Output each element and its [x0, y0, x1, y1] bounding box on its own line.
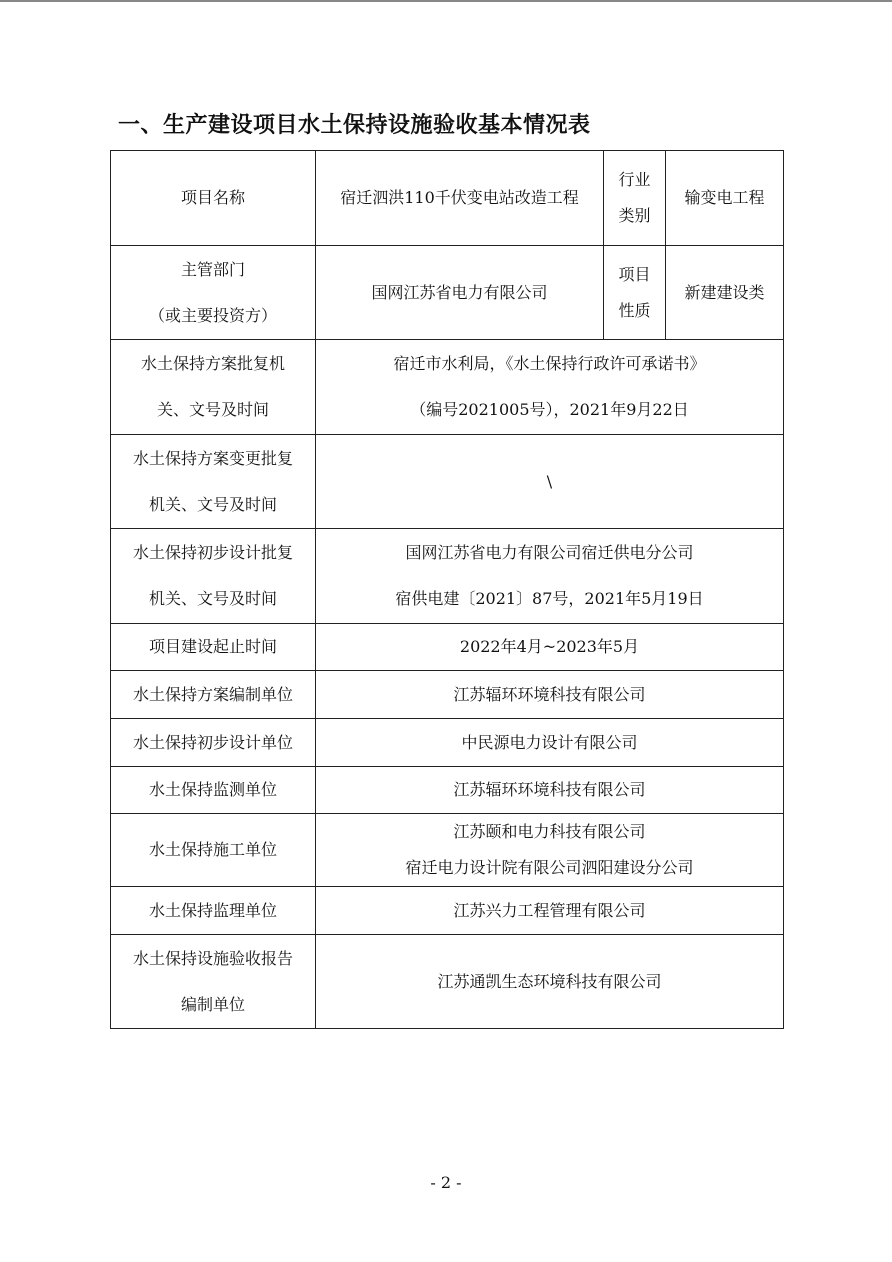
plan-change-label: 水土保持方案变更批复 机关、文号及时间	[111, 435, 316, 529]
supervisor-value: 江苏兴力工程管理有限公司	[316, 887, 784, 935]
prelim-designer-value: 中民源电力设计有限公司	[316, 719, 784, 767]
table-row	[111, 624, 784, 671]
table-row	[111, 814, 784, 887]
project-name-label: 项目名称	[111, 151, 316, 246]
plan-compiler-label: 水土保持方案编制单位	[111, 671, 316, 719]
prelim-designer-label: 水土保持初步设计单位	[111, 719, 316, 767]
plan-compiler-value: 江苏辐环环境科技有限公司	[316, 671, 784, 719]
page-title: 一、生产建设项目水土保持设施验收基本情况表	[118, 113, 591, 138]
construction-period-label: 项目建设起止时间	[111, 624, 316, 671]
table-row	[111, 151, 784, 246]
page-number: - 2 -	[430, 1173, 462, 1192]
construction-period-value: 2022年4月~2023年5月	[316, 624, 784, 671]
industry-category-label: 行业 类别	[604, 151, 666, 246]
plan-approval-value: 宿迁市水利局，《水土保持行政许可承诺书》 （编号2021005号），2021年9月22日	[316, 340, 784, 435]
top-border	[0, 0, 892, 2]
report-compiler-label: 水土保持设施验收报告 编制单位	[111, 935, 316, 1029]
table-row	[111, 719, 784, 767]
table-row	[111, 246, 784, 340]
plan-change-value: \	[316, 435, 784, 529]
supervisor-label: 水土保持监理单位	[111, 887, 316, 935]
basic-info-table	[110, 150, 784, 1029]
industry-category-value: 输变电工程	[666, 151, 784, 246]
table-row	[111, 529, 784, 624]
prelim-design-label: 水土保持初步设计批复 机关、文号及时间	[111, 529, 316, 624]
monitor-label: 水土保持监测单位	[111, 767, 316, 814]
project-name-value: 宿迁泗洪110千伏变电站改造工程	[316, 151, 604, 246]
table-row	[111, 887, 784, 935]
contractor-label: 水土保持施工单位	[111, 814, 316, 887]
table-row	[111, 671, 784, 719]
table-row	[111, 435, 784, 529]
monitor-value: 江苏辐环环境科技有限公司	[316, 767, 784, 814]
project-nature-value: 新建建设类	[666, 246, 784, 340]
department-label: 主管部门 （或主要投资方）	[111, 246, 316, 340]
project-nature-label: 项目 性质	[604, 246, 666, 340]
table-row	[111, 935, 784, 1029]
table-row	[111, 340, 784, 435]
plan-approval-label: 水土保持方案批复机 关、文号及时间	[111, 340, 316, 435]
department-value: 国网江苏省电力有限公司	[316, 246, 604, 340]
report-compiler-value: 江苏通凯生态环境科技有限公司	[316, 935, 784, 1029]
contractor-value: 江苏颐和电力科技有限公司 宿迁电力设计院有限公司泗阳建设分公司	[316, 814, 784, 887]
table-row	[111, 767, 784, 814]
prelim-design-value: 国网江苏省电力有限公司宿迁供电分公司 宿供电建〔2021〕87号，2021年5月19日	[316, 529, 784, 624]
